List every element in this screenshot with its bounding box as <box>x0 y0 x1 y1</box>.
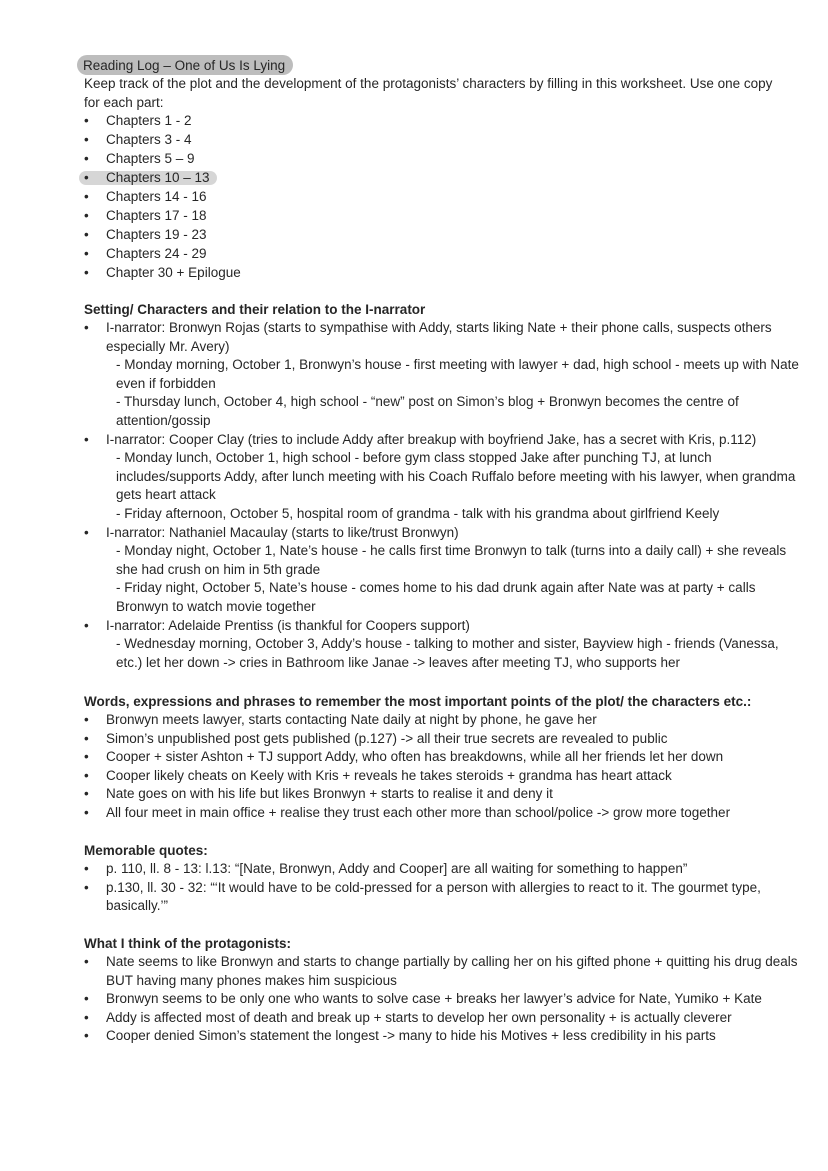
list-item: • Chapters 3 - 4 <box>84 132 192 147</box>
list-item: • p. 110, ll. 8 - 13: l.13: “[Nate, Bronwyn, Addy and Cooper] are all waiting for something to happen” <box>84 861 688 876</box>
list-item: • All four meet in main office + realise they trust each other more than school/police -> grow more together <box>84 804 731 820</box>
event-line: - Wednesday morning, October 3, Addy’s house - talking to mother and sister, Bayview high - friends (Vanessa, etc.) let her down -> cries in Bathroom like Janae -> leaves after meeting TJ, who supports her <box>116 636 779 670</box>
words-list <box>84 711 804 823</box>
event-line: - Friday night, October 5, Nate’s house - comes home to his dad drunk again after Nate was at party + calls Bronwyn to watch movie together <box>116 580 756 614</box>
list-item: • Cooper likely cheats on Keely with Kris + reveals he takes steroids + grandma has heart attack <box>84 767 672 783</box>
list-item: • Cooper + sister Ashton + TJ support Addy, who often has breakdowns, while all her friends let her down <box>84 749 724 765</box>
event-line: - Thursday lunch, October 4, high school - “new” post on Simon’s blog + Bronwyn becomes the centre of attention/gossip <box>116 394 739 428</box>
event-line: - Monday lunch, October 1, high school - before gym class stopped Jake after punching TJ, at lunch includes/supports Addy, after lunch meeting with his Coach Ruffalo before meeting with his lawyer, when grandma gets heart attack <box>116 450 796 503</box>
narrator-item: • I-narrator: Cooper Clay (tries to include Addy after breakup with boyfriend Jake, has a secret with Kris, p.112) - Monday lunch, October 1, high school - before gym class stopped Jake after punching TJ, at lunch includes/supports Addy, after lunch meeting with his Coach Ruffalo before meeting with his lawyer, when grandma gets heart attack - Friday afternoon, October 5, hospital room of grandma - talk with his grandma about girlfriend Keely <box>84 431 804 524</box>
opinion-heading: What I think of the protagonists: <box>84 936 291 951</box>
quotes-heading: Memorable quotes: <box>84 843 208 858</box>
list-item: • Addy is affected most of death and break up + starts to develop her own personality + is actually cleverer <box>84 1009 732 1025</box>
page-title: Reading Log – One of Us Is Lying <box>77 55 293 75</box>
list-item: • Cooper denied Simon’s statement the longest -> many to hide his Motives + less credibility in his parts <box>84 1028 716 1044</box>
list-item: • Nate seems to like Bronwyn and starts to change partially by calling her on his gifted phone + quitting his drug deals BUT having many phones makes him suspicious <box>84 954 798 988</box>
list-item: • Chapters 17 - 18 <box>84 208 207 223</box>
list-item: • Bronwyn seems to be only one who wants to solve case + breaks her lawyer’s advice for Nate, Yumiko + Kate <box>84 991 762 1007</box>
narrator-item: • I-narrator: Adelaide Prentiss (is thankful for Coopers support) - Wednesday morning, October 3, Addy’s house - talking to mother and sister, Bayview high - friends (Vanessa, etc.) let her down -> cries in Bathroom like Janae -> leaves after meeting TJ, who supports her <box>84 617 804 673</box>
intro-text: Keep track of the plot and the development of the protagonists’ characters by filling in this worksheet. Use one copy for each part: <box>84 76 773 110</box>
opinion-list <box>84 953 804 1046</box>
event-line: - Friday afternoon, October 5, hospital room of grandma - talk with his grandma about girlfriend Keely <box>116 505 720 521</box>
event-line: - Monday night, October 1, Nate’s house - he calls first time Bronwyn to talk (turns into a daily call) + she reveals she had crush on him in 5th grade <box>116 543 787 577</box>
list-item: • Chapter 30 + Epilogue <box>84 265 241 280</box>
list-item: • Bronwyn meets lawyer, starts contacting Nate daily at night by phone, he gave her <box>84 712 597 727</box>
list-item: • Nate goes on with his life but likes Bronwyn + starts to realise it and deny it <box>84 786 553 802</box>
narrator-list <box>84 319 804 672</box>
list-item: • Simon’s unpublished post gets published (p.127) -> all their true secrets are revealed to public <box>84 730 668 746</box>
parts-list <box>84 111 241 282</box>
quotes-list <box>84 860 804 916</box>
list-item: • Chapters 5 – 9 <box>84 151 195 166</box>
list-item: • Chapters 1 - 2 <box>84 113 192 128</box>
words-heading: Words, expressions and phrases to remember the most important points of the plot/ the characters etc.: <box>84 694 752 709</box>
list-item: • Chapters 19 - 23 <box>84 227 207 242</box>
narrator-item: • I-narrator: Nathaniel Macaulay (starts to like/trust Bronwyn) - Monday night, October 1, Nate’s house - he calls first time Bronwyn to talk (turns into a daily call) + she reveals she had crush on him in 5th grade - Friday night, October 5, Nate’s house - comes home to his dad drunk again after Nate was at party + calls Bronwyn to watch movie together <box>84 524 804 617</box>
list-item: • Chapters 14 - 16 <box>84 189 207 204</box>
event-line: - Monday morning, October 1, Bronwyn’s house - first meeting with lawyer + dad, high school - meets up with Nate even if forbidden <box>116 357 799 391</box>
list-item-current: • Chapters 10 – 13 <box>84 170 210 185</box>
list-item: • p.130, ll. 30 - 32: “‘It would have to be cold-pressed for a person with allergies to react to it. The gourmet type, basically.’” <box>84 879 761 914</box>
setting-heading: Setting/ Characters and their relation to the I-narrator <box>84 302 426 317</box>
narrator-item: • I-narrator: Bronwyn Rojas (starts to sympathise with Addy, starts liking Nate + their phone calls, suspects others especially Mr. Avery) - Monday morning, October 1, Bronwyn’s house - first meeting with lawyer + dad, high school - meets up with Nate even if forbidden - Thursday lunch, October 4, high school - “new” post on Simon’s blog + Bronwyn becomes the centre of attention/gossip <box>84 319 804 431</box>
list-item: • Chapters 24 - 29 <box>84 246 207 261</box>
